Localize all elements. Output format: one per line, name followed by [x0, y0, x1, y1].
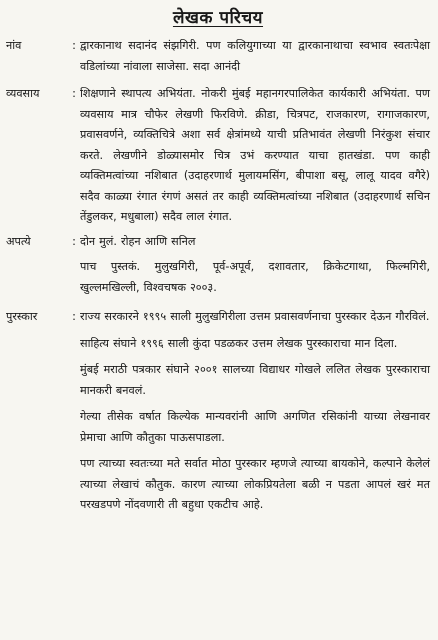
- award-paragraph-wife: पण त्याच्या स्वतःच्या मते सर्वात मोठा पुरस्कार म्हणजे त्याच्या बायकोने, कल्पाने केलेलं त्याच्या लेखाचं कौतुक. कारण त्याच्या लोकप्रियतेला बळी न पडता आपलं खरं मत परखडपणे नोंदवणारी ती बहुधा एकटीच आहे.: [80, 457, 430, 511]
- colon-separator: :: [72, 39, 76, 52]
- row-name: [6, 36, 430, 82]
- row-occupation: [6, 84, 430, 228]
- row-label-awards: पुरस्कार: [6, 310, 38, 323]
- award-paragraph-sahitya: साहित्य संघाने १९९६ साली कुंदा पडळकर उत्तम लेखक पुरस्काराचा मान दिला.: [80, 336, 398, 350]
- row-content-awards: [80, 307, 430, 522]
- row-label-name: नांव: [6, 39, 22, 52]
- colon-separator: :: [72, 310, 76, 323]
- page-title: लेखक परिचय: [172, 8, 264, 28]
- name-paragraph: द्वारकानाथ सदानंद संझगिरी. पण कलियुगाच्या या द्वारकानाथाचा स्वभाव स्वतःपेक्षा वडिलांच्या नांवाला साजेसा. सदा आनंदी: [80, 39, 430, 73]
- row-children: [6, 232, 430, 304]
- row-label-occupation: व्यवसाय: [6, 87, 40, 100]
- row-awards: [6, 307, 430, 522]
- row-content-name: [80, 36, 430, 82]
- award-paragraph-patrakar: मुंबई मराठी पत्रकार संघाने २००१ सालच्या विद्याधर गोखले ललित लेखक पुरस्काराचा मानकरी बनवलं.: [80, 363, 430, 397]
- row-content-children: [80, 232, 430, 304]
- colon-separator: :: [72, 234, 76, 248]
- award-paragraph-state: राज्य सरकारने १९९५ साली मुलुखगिरीला उत्तम प्रवासवर्णनाचा पुरस्कार देऊन गौरविलं.: [80, 310, 430, 323]
- row-content-occupation: [80, 84, 430, 228]
- books-paragraph: पाच पुस्तकं. मुलुखगिरी, पूर्व-अपूर्व, दशावतार, क्रिकेटगाथा, फिल्मगिरी, खुल्लमखिल्ली, विश्वचषक २००३.: [80, 260, 430, 294]
- occupation-paragraph: शिक्षणाने स्थापत्य अभियंता. नोकरी मुंबई महानगरपालिकेत कार्यकारी अभियंता. पण व्यवसाय मात्र चौफेर लेखणी फिरविणे. क्रीडा, चित्रपट, राजकारण, रागाजकारण, प्रवासवर्णने, व्यक्तिचित्रे अशा सर्व क्षेत्रांमध्ये याची प्रतिभावंत लेखणी निरंकुश संचार करते. लेखणीने डोळ्यासमोर चित्र उभं करण्यात याचा हातखंडा. पण काही व्यक्तिमत्वांच्या नशिबात (उदाहरणार्थ मुलायमसिंग, बीपाशा बसू, लालू यादव वगैरे) सदैव काळ्या रंगात रंगणं असतं तर काही व्यक्तिमत्वांच्या नशिबात (उदाहरणार्थ सचिन तेंडुलकर, मधुबाला) सदैव लाल रंगात.: [80, 87, 430, 223]
- children-paragraph: दोन मुलं. रोहन आणि सनिल: [80, 234, 196, 248]
- row-label-children: अपत्ये: [6, 234, 31, 248]
- colon-separator: :: [72, 87, 76, 100]
- award-paragraph-readers: गेल्या तीसेक वर्षात किल्येक मान्यवरांनी आणि अगणित रसिकांनी याच्या लेखनावर प्रेमाचा आणि कौतुका पाऊसपाडला.: [80, 410, 430, 444]
